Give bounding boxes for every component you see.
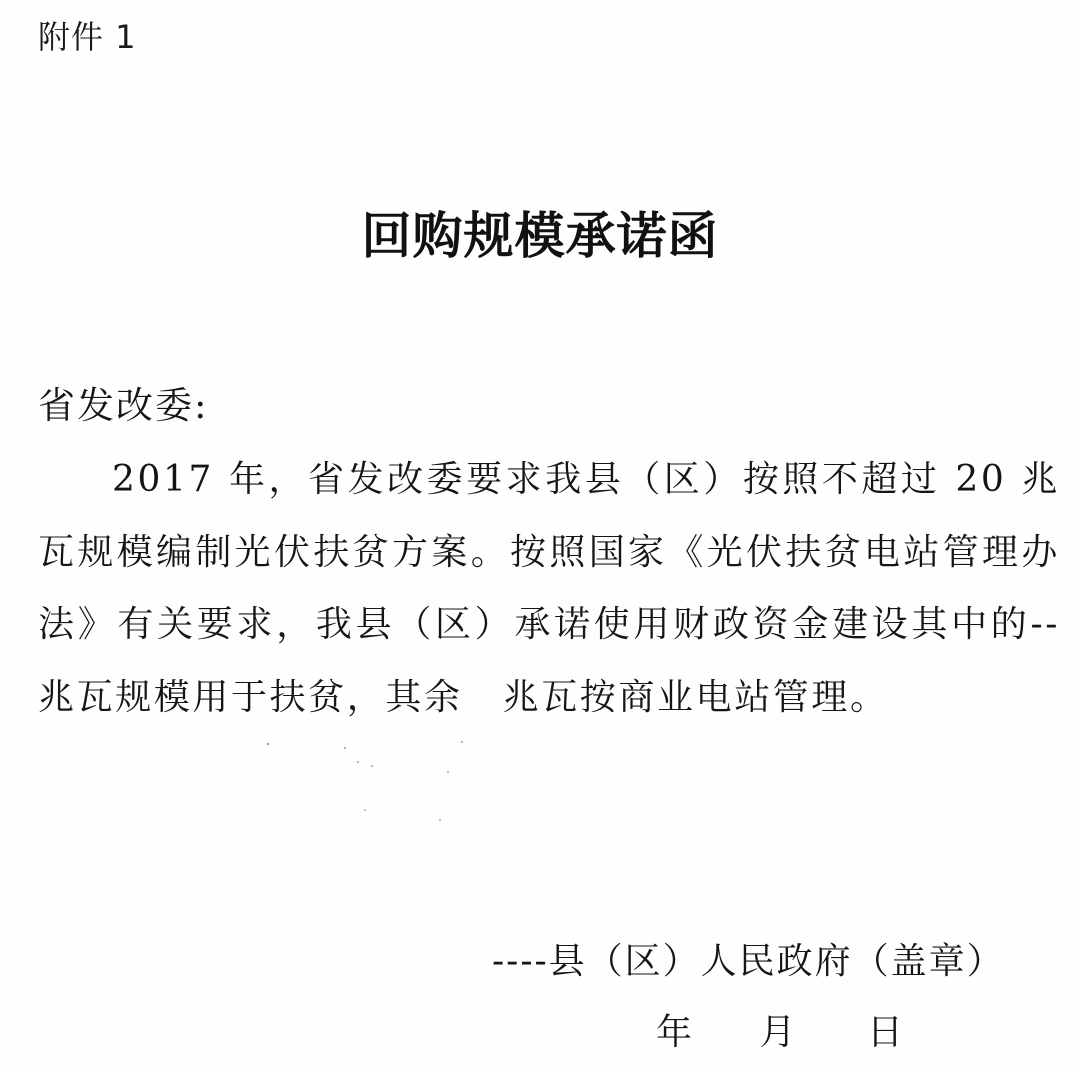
document-title: 回购规模承诺函 bbox=[361, 207, 719, 265]
date-year-label: 年 bbox=[656, 1012, 693, 1053]
body-text-part-2: 兆瓦按商业电站管理。 bbox=[502, 676, 889, 718]
body-paragraph bbox=[38, 444, 1060, 734]
date-line bbox=[656, 1004, 903, 1055]
date-month-label: 月 bbox=[759, 1012, 796, 1053]
body-text-part-1: 2017 年，省发改委要求我县（区）按照不超过 20 兆瓦规模编制光伏扶贫方案。按照国家《光伏扶贫电站管理办法》有关要求，我县（区）承诺使用财政资金建设其中的--兆瓦规模用于扶贫，其余 bbox=[38, 459, 1060, 718]
signature-line: ----县（区）人民政府（盖章） bbox=[492, 941, 1005, 982]
addressee: 省发改委: bbox=[38, 384, 209, 427]
attachment-label: 附件 1 bbox=[38, 18, 137, 56]
date-day-label: 日 bbox=[866, 1012, 903, 1053]
